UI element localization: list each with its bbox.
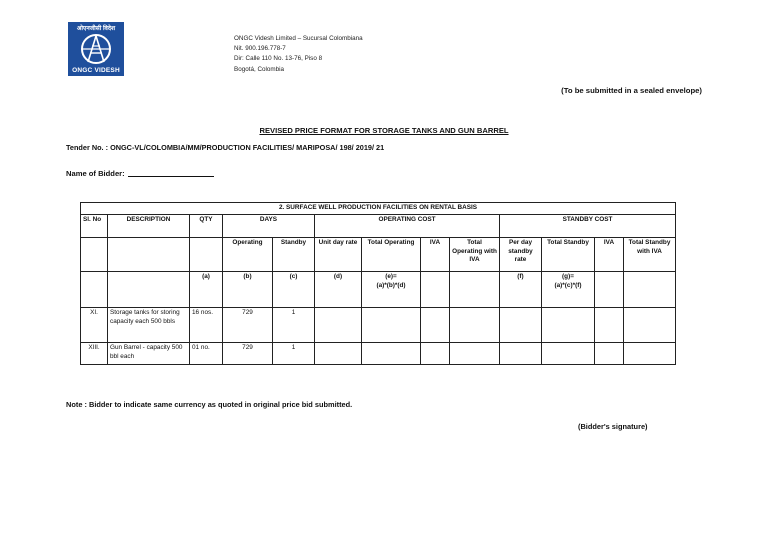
price-table [80, 202, 676, 365]
price-input-cell[interactable] [421, 307, 450, 342]
tender-number [66, 143, 384, 152]
row-operating-days: 729 [223, 307, 273, 342]
letter-qty: (a) [190, 271, 223, 307]
price-input-cell[interactable] [315, 342, 362, 364]
empty-cell [108, 271, 190, 307]
price-input-cell[interactable] [362, 307, 421, 342]
logo-text: ONGC VIDESH [72, 67, 120, 74]
price-input-cell[interactable] [542, 307, 595, 342]
subheader-iva: IVA [421, 237, 450, 271]
table-caption-row [81, 203, 676, 215]
empty-cell [421, 271, 450, 307]
price-input-cell[interactable] [624, 342, 676, 364]
table-row [81, 342, 676, 364]
ongc-videsh-logo [68, 22, 124, 76]
empty-cell [190, 237, 223, 271]
header-description: DESCRIPTION [108, 214, 190, 237]
company-name: ONGC Videsh Limited – Sucursal Colombiana [234, 35, 363, 42]
price-input-cell[interactable] [595, 307, 624, 342]
header-standby-cost: STANDBY COST [500, 214, 676, 237]
price-input-cell[interactable] [595, 342, 624, 364]
tender-value: ONGC-VL/COLOMBIA/MM/PRODUCTION FACILITIES/ MARIPOSA/ 198/ 2019/ 21 [110, 143, 385, 152]
header-operating-cost: OPERATING COST [315, 214, 500, 237]
row-sl-no: XIII. [81, 342, 108, 364]
company-address: Dir: Calle 110 No. 13-76, Piso 8 [234, 55, 323, 63]
empty-cell [450, 271, 500, 307]
empty-cell [81, 237, 108, 271]
price-input-cell[interactable] [362, 342, 421, 364]
price-input-cell[interactable] [624, 307, 676, 342]
sealed-envelope-note: (To be submitted in a sealed envelope) [561, 86, 702, 95]
empty-cell [81, 271, 108, 307]
table-row [81, 307, 676, 342]
subheader-iva: IVA [595, 237, 624, 271]
empty-cell [595, 271, 624, 307]
price-input-cell[interactable] [315, 307, 362, 342]
company-nit: Nit. 900.196.778-7 [234, 45, 286, 53]
table-caption: 2. SURFACE WELL PRODUCTION FACILITIES ON RENTAL BASIS [81, 203, 676, 215]
oil-rig-icon [79, 32, 113, 66]
table-formula-row [81, 271, 676, 307]
currency-note: Note : Bidder to indicate same currency as quoted in original price bid submitted. [66, 400, 353, 409]
tender-label: Tender No. : [66, 143, 109, 152]
row-description: Storage tanks for storing capacity each 500 bbls [108, 307, 190, 342]
price-input-cell[interactable] [500, 342, 542, 364]
row-standby-days: 1 [273, 307, 315, 342]
letter-unit-day-rate: (d) [315, 271, 362, 307]
document-title-wrap [0, 120, 768, 138]
row-description: Gun Barrel - capacity 500 bbl each [108, 342, 190, 364]
document-title: REVISED PRICE FORMAT FOR STORAGE TANKS AND GUN BARREL [259, 126, 509, 135]
letter-per-day-standby: (f) [500, 271, 542, 307]
bidder-signature: (Bidder's signature) [578, 422, 648, 431]
formula-total-operating: (e)= (a)*(b)*(d) [362, 271, 421, 307]
empty-cell [624, 271, 676, 307]
bidder-name-field [66, 169, 214, 178]
price-input-cell[interactable] [450, 307, 500, 342]
subheader-total-standby-iva: Total Standby with IVA [624, 237, 676, 271]
formula-total-standby: (g)= (a)*(c)*(f) [542, 271, 595, 307]
subheader-standby: Standby [273, 237, 315, 271]
price-input-cell[interactable] [421, 342, 450, 364]
header-sl-no: Sl. No [81, 214, 108, 237]
subheader-total-standby: Total Standby [542, 237, 595, 271]
company-address-block [234, 34, 363, 75]
logo-hindi-text: ओएनजीसी विदेश [76, 26, 116, 32]
company-city: Bogotá, Colombia [234, 65, 285, 73]
bidder-label: Name of Bidder: [66, 169, 125, 178]
bidder-name-blank[interactable] [128, 176, 214, 177]
letter-standby: (c) [273, 271, 315, 307]
price-input-cell[interactable] [542, 342, 595, 364]
row-qty: 16 nos. [190, 307, 223, 342]
table-subheader-row [81, 237, 676, 271]
price-input-cell[interactable] [450, 342, 500, 364]
subheader-total-operating: Total Operating [362, 237, 421, 271]
row-sl-no: XI. [81, 307, 108, 342]
price-input-cell[interactable] [500, 307, 542, 342]
subheader-total-operating-iva: Total Operating with IVA [450, 237, 500, 271]
empty-cell [108, 237, 190, 271]
subheader-unit-day-rate: Unit day rate [315, 237, 362, 271]
subheader-operating: Operating [223, 237, 273, 271]
table-header-row [81, 214, 676, 237]
header-days: DAYS [223, 214, 315, 237]
row-qty: 01 no. [190, 342, 223, 364]
row-standby-days: 1 [273, 342, 315, 364]
subheader-per-day-standby: Per day standby rate [500, 237, 542, 271]
row-operating-days: 729 [223, 342, 273, 364]
letter-operating: (b) [223, 271, 273, 307]
header-qty: QTY [190, 214, 223, 237]
